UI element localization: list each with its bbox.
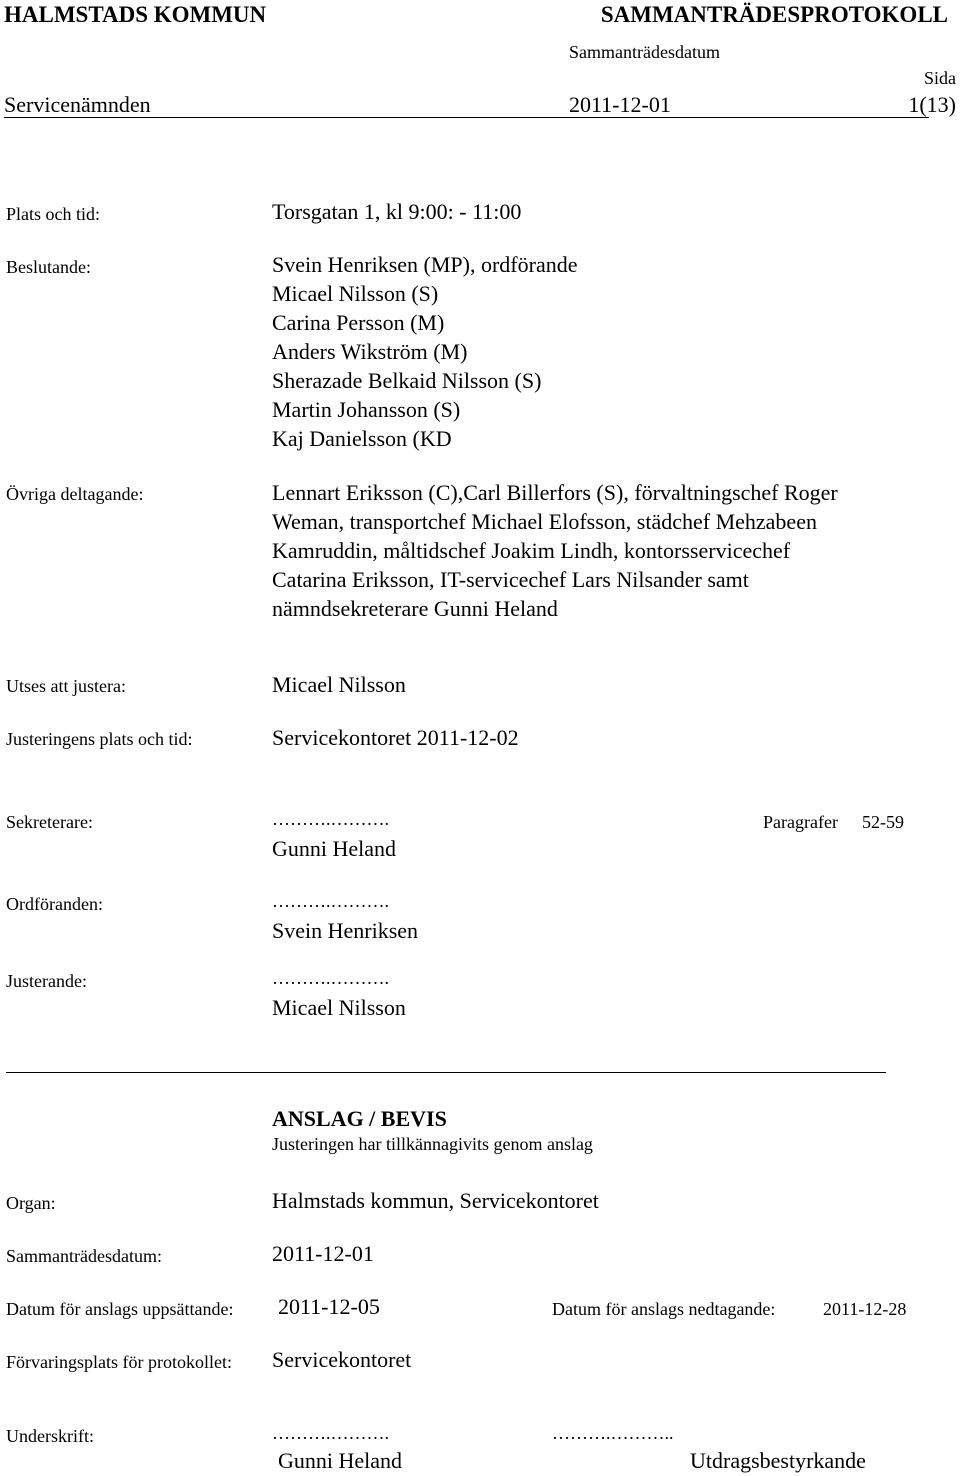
adjusting-signature-line: ……….………. [272, 968, 389, 988]
adjust-place-label: Justeringens plats och tid: [6, 729, 193, 749]
others-line: Weman, transportchef Michael Elofsson, städchef Mehzabeen [272, 509, 817, 534]
removed-date-value: 2011-12-28 [823, 1299, 907, 1319]
organ-label: Organ: [6, 1193, 56, 1213]
org-name: HALMSTADS KOMMUN [4, 2, 267, 27]
removed-date-label: Datum för anslags nedtagande: [552, 1299, 776, 1319]
committee-name: Servicenämnden [4, 92, 151, 117]
adjuster-value: Micael Nilsson [272, 672, 406, 697]
secretary-name: Gunni Heland [272, 836, 397, 861]
adjusting-name: Micael Nilsson [272, 995, 406, 1020]
deciding-label: Beslutande: [6, 257, 91, 277]
deciding-list [272, 250, 578, 453]
deciding-member: Kaj Danielsson (KD [272, 426, 452, 451]
others-line: Lennart Eriksson (C),Carl Billerfors (S), förvaltningschef Roger [272, 480, 838, 505]
page-number: 1(13) [908, 92, 956, 117]
secretary-label: Sekreterare: [6, 812, 93, 832]
adjust-place-value: Servicekontoret 2011-12-02 [272, 725, 519, 750]
others-line: nämndsekreterare Gunni Heland [272, 596, 558, 621]
signature-name-certifier: Utdragsbestyrkande [690, 1448, 866, 1473]
date-label: Sammanträdesdatum [569, 42, 720, 62]
storage-label: Förvaringsplats för protokollet: [6, 1352, 232, 1372]
posted-date-label: Datum för anslags uppsättande: [6, 1299, 234, 1319]
meeting-date-value: 2011-12-01 [272, 1241, 374, 1266]
chair-signature-line: ……….………. [272, 891, 389, 911]
signature-line-secretary: ……….………. [272, 1423, 389, 1443]
notice-subtitle: Justeringen har tillkännagivits genom anslag [272, 1134, 593, 1154]
adjusting-label: Justerande: [6, 971, 87, 991]
deciding-member: Anders Wikström (M) [272, 339, 468, 364]
storage-value: Servicekontoret [272, 1347, 412, 1372]
place-label: Plats och tid: [6, 204, 100, 224]
deciding-member: Sherazade Belkaid Nilsson (S) [272, 368, 542, 393]
deciding-member: Carina Persson (M) [272, 310, 445, 335]
others-line: Catarina Eriksson, IT-servicechef Lars Nilsander samt [272, 567, 749, 592]
deciding-member: Svein Henriksen (MP), ordförande [272, 252, 578, 277]
meeting-date-label: Sammanträdesdatum: [6, 1246, 162, 1266]
organ-value: Halmstads kommun, Servicekontoret [272, 1188, 599, 1213]
signature-name-secretary: Gunni Heland [278, 1448, 403, 1473]
paragraphs-label: Paragrafer [763, 812, 838, 832]
posted-date-value: 2011-12-05 [278, 1294, 380, 1319]
section-divider [6, 1072, 886, 1073]
header-rule [4, 117, 929, 118]
secretary-signature-line: ……….………. [272, 809, 389, 829]
place-value: Torsgatan 1, kl 9:00: - 11:00 [272, 199, 522, 224]
deciding-member: Micael Nilsson (S) [272, 281, 439, 306]
document-type: SAMMANTRÄDESPROTOKOLL [600, 2, 948, 27]
chair-label: Ordföranden: [6, 894, 103, 914]
deciding-member: Martin Johansson (S) [272, 397, 461, 422]
others-label: Övriga deltagande: [6, 484, 144, 504]
notice-title: ANSLAG / BEVIS [272, 1106, 447, 1131]
page-label: Sida [923, 68, 956, 88]
others-list [272, 478, 838, 623]
signature-line-certifier: ……….……….. [552, 1423, 674, 1443]
header-date: 2011-12-01 [569, 92, 671, 117]
chair-name: Svein Henriksen [272, 918, 419, 943]
others-line: Kamruddin, måltidschef Joakim Lindh, kontorsservicechef [272, 538, 791, 563]
adjuster-label: Utses att justera: [6, 676, 126, 696]
paragraphs-value: 52-59 [862, 812, 904, 832]
signature-label: Underskrift: [6, 1426, 94, 1446]
